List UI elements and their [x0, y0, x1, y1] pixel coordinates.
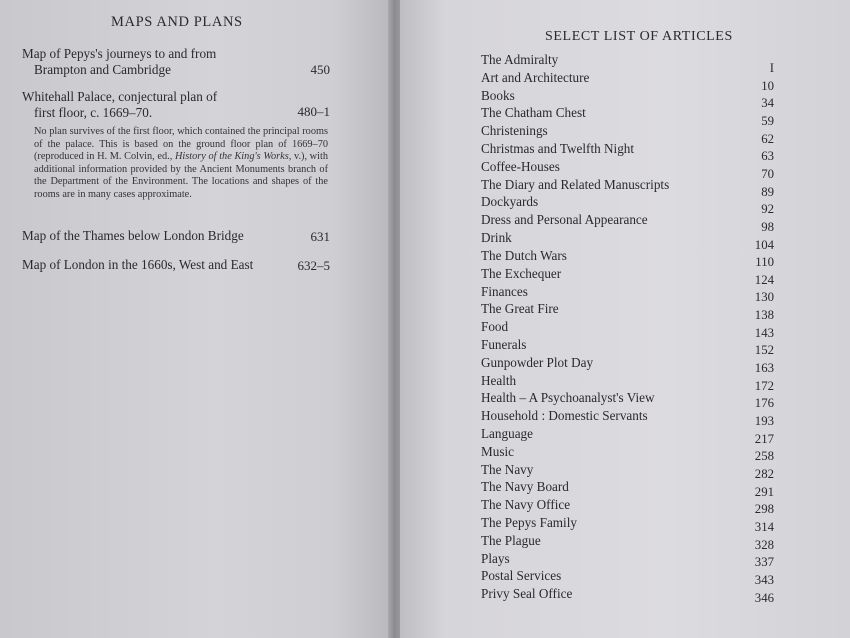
article-title: The Great Fire — [481, 301, 559, 317]
map-entry-page: 480–1 — [297, 104, 330, 119]
article-page-number: 298 — [754, 502, 774, 517]
article-title: The Navy — [481, 461, 534, 477]
article-page-number: 110 — [755, 255, 774, 270]
article-page-number: 62 — [761, 131, 774, 146]
article-page-number: 328 — [754, 537, 774, 552]
article-page-number: 92 — [761, 202, 774, 217]
article-title: Art and Architecture — [481, 69, 590, 85]
article-title: Christenings — [481, 123, 548, 139]
map-entry-page: 632–5 — [297, 258, 330, 273]
article-title: Language — [481, 426, 533, 441]
article-title: Health – A Psychoanalyst's View — [481, 390, 655, 406]
article-title: Coffee-Houses — [481, 158, 560, 174]
article-title: The Plague — [481, 532, 541, 548]
article-page-number: 163 — [754, 361, 774, 376]
article-title: The Diary and Related Manuscripts — [481, 176, 670, 192]
article-title: The Chatham Chest — [481, 105, 586, 121]
map-entry-title-line: Map of Pepys's journeys to and from — [22, 46, 217, 61]
article-page-number: 34 — [761, 96, 774, 111]
article-page-number: 193 — [754, 414, 774, 428]
article-page-number: 10 — [761, 78, 774, 93]
article-title: Household : Domestic Servants — [481, 408, 648, 424]
map-entry-title-line: Map of London in the 1660s, West and East — [22, 257, 254, 272]
maps-and-plans-heading: MAPS AND PLANS — [111, 14, 243, 30]
note-text: , v.), with additional information provided by the Ancient Monuments branch of the Department of the Environment. The locations and shapes of the rooms are in many cases approximate. — [34, 151, 328, 200]
map-entry-title-line: Brampton and Cambridge — [34, 62, 171, 77]
article-page-number: 143 — [754, 325, 774, 340]
article-title: The Pepys Family — [481, 515, 577, 531]
article-title: Books — [481, 87, 515, 103]
article-title: Dress and Personal Appearance — [481, 212, 648, 228]
article-title: Drink — [481, 230, 512, 246]
note-italic-title: History of the King's Works — [174, 151, 289, 162]
article-page-number: 346 — [754, 590, 774, 605]
article-title: The Dutch Wars — [481, 247, 567, 263]
article-page-number: 217 — [754, 431, 774, 446]
article-page-number: 59 — [761, 113, 774, 128]
article-page-number: 98 — [761, 219, 774, 234]
article-page-number: I — [769, 61, 774, 75]
article-title: Privy Seal Office — [481, 586, 573, 602]
map-entry-title-line: Map of the Thames below London Bridge — [22, 228, 244, 243]
article-page-number: 258 — [754, 449, 774, 464]
article-title: Music — [481, 443, 514, 459]
right-page — [400, 0, 850, 638]
article-title: Gunpowder Plot Day — [481, 354, 594, 370]
article-page-number: 172 — [754, 378, 774, 393]
article-page-number: 70 — [761, 166, 774, 181]
map-entry-page: 450 — [310, 62, 330, 77]
note-text: No plan survives of the first floor, which contained the principal rooms of the palace. This is based on the ground floor plan of 1669–70 (reproduced in H. M. Colvin, ed., — [34, 126, 328, 162]
map-entry-title-line: first floor, c. 1669–70. — [34, 105, 153, 120]
article-page-number: 130 — [754, 290, 774, 305]
article-title: Health — [481, 372, 517, 388]
whitehall-plan-note — [34, 126, 328, 201]
select-list-of-articles-heading: SELECT LIST OF ARTICLES — [545, 29, 733, 44]
article-page-number: 337 — [754, 555, 774, 570]
article-page-number: 176 — [754, 396, 774, 411]
article-title: Dockyards — [481, 194, 539, 210]
article-page-number: 138 — [754, 308, 774, 323]
article-title: The Exchequer — [481, 265, 562, 281]
article-title: The Navy Board — [481, 479, 569, 495]
article-title: Food — [481, 319, 509, 335]
article-page-number: 314 — [754, 519, 774, 534]
article-title: Postal Services — [481, 568, 562, 584]
map-entry-title-line: Whitehall Palace, conjectural plan of — [22, 89, 218, 104]
article-title: Plays — [481, 550, 510, 566]
article-page-number: 152 — [754, 343, 774, 358]
article-page-number: 124 — [754, 272, 774, 287]
article-page-number: 343 — [754, 572, 774, 587]
article-title: Christmas and Twelfth Night — [481, 141, 635, 157]
article-title: Funerals — [481, 336, 527, 352]
article-page-number: 104 — [754, 237, 774, 252]
article-page-number: 282 — [754, 466, 774, 481]
article-page-number: 89 — [761, 184, 774, 199]
map-entry-page: 631 — [310, 229, 330, 244]
article-title: The Navy Office — [481, 497, 571, 513]
article-title: The Admiralty — [481, 52, 559, 67]
article-page-number: 63 — [761, 149, 774, 164]
article-title: Finances — [481, 283, 528, 299]
article-page-number: 291 — [754, 484, 774, 499]
